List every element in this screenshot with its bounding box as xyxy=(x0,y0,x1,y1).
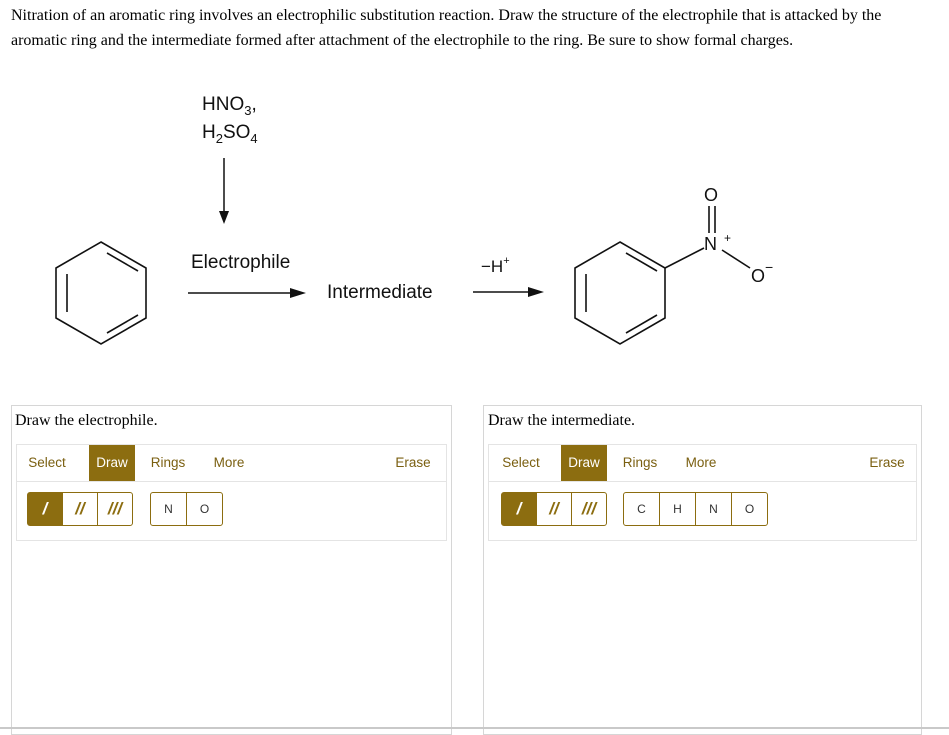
panel-title: Draw the intermediate. xyxy=(488,412,636,429)
menu-more[interactable]: More xyxy=(213,455,245,470)
benzene-reactant xyxy=(56,242,146,344)
toolbar-menu xyxy=(16,444,447,482)
bond-tools xyxy=(501,492,607,528)
menu-draw[interactable]: Draw xyxy=(561,445,607,481)
electrophile-label: Electrophile xyxy=(191,252,291,273)
electrophile-panel xyxy=(11,405,452,735)
intermediate-panel xyxy=(483,405,922,735)
menu-select[interactable]: Select xyxy=(28,455,66,470)
atom-o-single: O xyxy=(751,266,766,286)
arrow-1-head xyxy=(290,288,306,298)
atom-n: N xyxy=(704,234,717,254)
toolbar-menu xyxy=(488,444,917,482)
arrow-2-head xyxy=(528,287,544,297)
atom-n-tool[interactable]: N xyxy=(695,492,732,526)
atom-c-tool[interactable]: C xyxy=(623,492,660,526)
atom-o-tool[interactable]: O xyxy=(186,492,223,526)
panel-title: Draw the electrophile. xyxy=(15,412,158,429)
erase-button[interactable]: Erase xyxy=(395,455,431,470)
atom-o-tool[interactable]: O xyxy=(731,492,768,526)
reagent-arrowhead xyxy=(219,211,229,224)
menu-rings[interactable]: Rings xyxy=(150,455,186,470)
question-text: Nitration of an aromatic ring involves an electrophilic substitution reaction. Draw the structure of the electrophile that is attacked by the aromatic ring and the intermediate formed after attachment of the electrophile to the ring. Be sure to show formal charges. xyxy=(11,7,882,49)
single-bond-tool[interactable]: / xyxy=(27,492,63,526)
reagent-hno3: $HNO_3$, xyxy=(202,94,257,118)
triple-bond-tool[interactable]: /// xyxy=(97,492,133,526)
bond-tools xyxy=(27,492,133,528)
atom-n-tool[interactable]: N xyxy=(150,492,187,526)
atom-o-double: O xyxy=(704,185,719,205)
n-charge-plus: + xyxy=(724,231,732,245)
menu-select[interactable]: Select xyxy=(502,455,540,470)
reagent-h2so4: $H_2SO_4$ xyxy=(202,122,258,146)
menu-draw[interactable]: Draw xyxy=(89,445,135,481)
atom-tools xyxy=(623,492,768,528)
drawing-canvas[interactable] xyxy=(16,482,447,541)
double-bond-tool[interactable]: // xyxy=(62,492,98,526)
single-bond-tool[interactable]: / xyxy=(501,492,537,526)
triple-bond-tool[interactable]: /// xyxy=(571,492,607,526)
atom-tools xyxy=(150,492,223,528)
minus-h-label: −H+ xyxy=(481,255,510,276)
double-bond-tool[interactable]: // xyxy=(536,492,572,526)
menu-rings[interactable]: Rings xyxy=(622,455,658,470)
atom-h-tool[interactable]: H xyxy=(659,492,696,526)
drawing-canvas[interactable] xyxy=(488,482,917,541)
menu-more[interactable]: More xyxy=(685,455,717,470)
nitrobenzene-product xyxy=(575,206,750,344)
o-charge-minus: − xyxy=(765,259,774,275)
intermediate-label: Intermediate xyxy=(327,282,433,303)
erase-button[interactable]: Erase xyxy=(869,455,905,470)
